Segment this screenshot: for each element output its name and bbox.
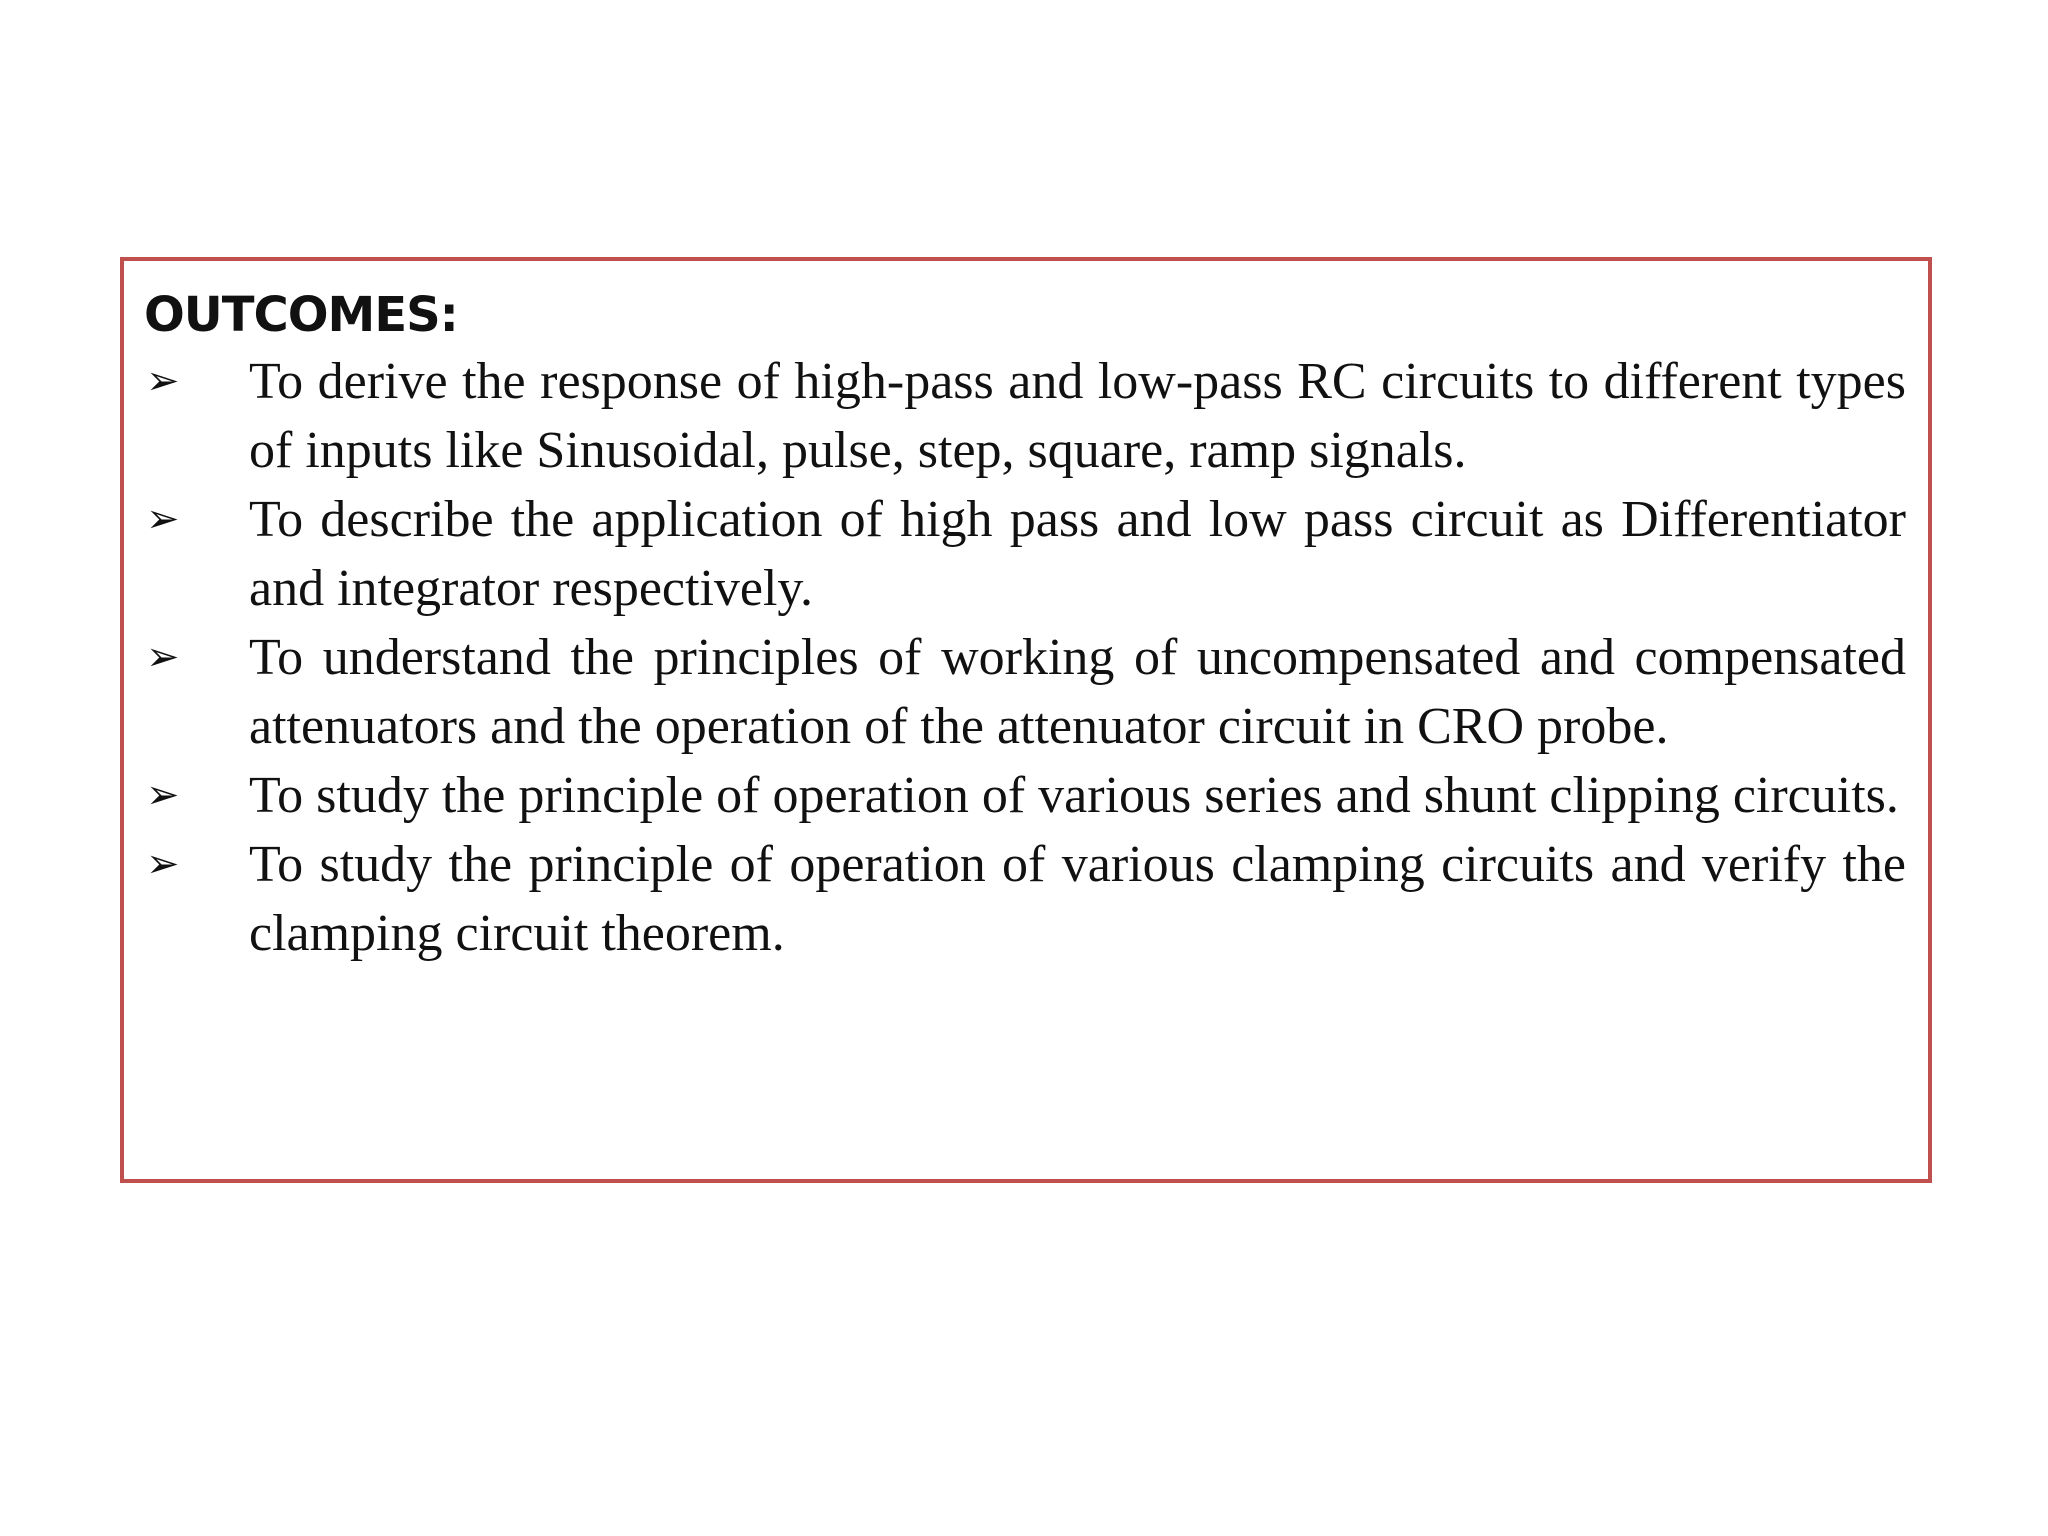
outcome-text: To study the principle of operation of various series and shunt clipping circuits. bbox=[249, 767, 1899, 824]
outcome-text: To describe the application of high pass and low pass circuit as Differentiator and integrator respectively. bbox=[249, 491, 1906, 617]
list-item bbox=[144, 830, 1906, 968]
arrow-bullet-icon: ➢ bbox=[146, 358, 180, 404]
list-item bbox=[144, 347, 1906, 485]
outcome-text: To study the principle of operation of various clamping circuits and verify the clamping circuit theorem. bbox=[249, 836, 1906, 962]
outcomes-box bbox=[120, 257, 1932, 1183]
arrow-bullet-icon: ➢ bbox=[146, 634, 180, 680]
arrow-bullet-icon: ➢ bbox=[146, 772, 180, 818]
outcome-text: To derive the response of high-pass and low-pass RC circuits to different types of inputs like Sinusoidal, pulse, step, square, ramp signals. bbox=[249, 353, 1906, 479]
list-item bbox=[144, 485, 1906, 623]
outcomes-list bbox=[144, 347, 1906, 968]
arrow-bullet-icon: ➢ bbox=[146, 496, 180, 542]
list-item bbox=[144, 761, 1906, 830]
outcomes-heading: OUTCOMES: bbox=[144, 287, 458, 343]
outcome-text: To understand the principles of working of uncompensated and compensated attenuators and the operation of the attenuator circuit in CRO probe. bbox=[249, 629, 1906, 755]
arrow-bullet-icon: ➢ bbox=[146, 841, 180, 887]
list-item bbox=[144, 623, 1906, 761]
